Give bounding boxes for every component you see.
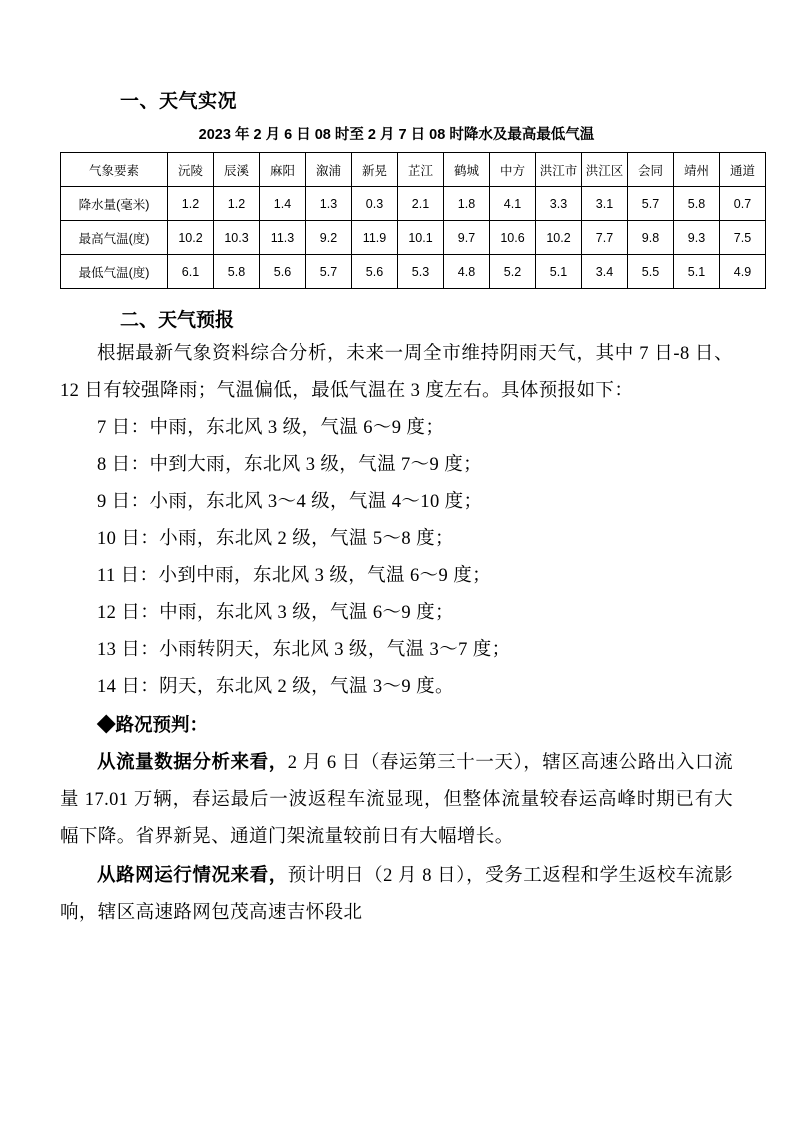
- table-cell: 4.9: [720, 255, 766, 289]
- table-cell: 9.7: [444, 221, 490, 255]
- traffic-volume-paragraph: [60, 743, 733, 856]
- table-cell: 11.3: [260, 221, 306, 255]
- forecast-day-line: 8 日：中到大雨，东北风 3 级，气温 7～9 度；: [97, 455, 483, 475]
- section-heading-weather-actual: 一、天气实况: [120, 91, 238, 112]
- table-cell: 5.5: [628, 255, 674, 289]
- table-cell: 7.5: [720, 221, 766, 255]
- table-cell: 11.9: [352, 221, 398, 255]
- traffic-volume-lead: 从流量数据分析来看，: [97, 751, 288, 772]
- forecast-day-line: 7 日：中雨，东北风 3 级，气温 6～9 度；: [97, 418, 445, 438]
- table-header-cell: 芷江: [398, 153, 444, 187]
- table-cell: 5.7: [306, 255, 352, 289]
- table-cell: 3.1: [582, 187, 628, 221]
- table-cell: 5.8: [674, 187, 720, 221]
- table-cell: 9.2: [306, 221, 352, 255]
- forecast-day-line: 11 日：小到中雨，东北风 3 级，气温 6～9 度；: [97, 566, 491, 586]
- table-cell: 9.3: [674, 221, 720, 255]
- table-cell: 10.2: [536, 221, 582, 255]
- traffic-volume-text: 2 月 6 日（春运第三十一天），辖区高速公路出入口流量 17.01 万辆，春运最后一波返程车流显现，但整体流量较春运高峰时期已有大幅下降。省界新晃、通道门架流量较前日有大幅增长。: [60, 753, 733, 847]
- forecast-day-line: 9 日：小雨，东北风 3～4 级，气温 4～10 度；: [97, 492, 483, 512]
- table-cell: 5.7: [628, 187, 674, 221]
- table-header-cell: 洪江市: [536, 153, 582, 187]
- table-header-cell: 会同: [628, 153, 674, 187]
- table-header-cell: 辰溪: [214, 153, 260, 187]
- table-row: [61, 221, 766, 255]
- table-cell: 5.8: [214, 255, 260, 289]
- table-cell: 4.8: [444, 255, 490, 289]
- forecast-day-line: 13 日：小雨转阴天，东北风 3 级，气温 3～7 度；: [97, 640, 511, 660]
- forecast-intro-paragraph: 根据最新气象资料综合分析，未来一周全市维持阴雨天气，其中 7 日-8 日、12 日有较强降雨；气温偏低，最低气温在 3 度左右。具体预报如下：: [60, 344, 733, 401]
- table-cell: 2.1: [398, 187, 444, 221]
- table-row-header: 最低气温(度): [61, 255, 168, 289]
- table-cell: 6.1: [168, 255, 214, 289]
- table-cell: 3.3: [536, 187, 582, 221]
- table-row: [61, 153, 766, 187]
- table-cell: 10.3: [214, 221, 260, 255]
- forecast-day-line: 14 日：阴天，东北风 2 级，气温 3～9 度。: [97, 677, 454, 697]
- road-network-lead: 从路网运行情况来看，: [97, 864, 288, 885]
- table-cell: 5.1: [536, 255, 582, 289]
- table-row: [61, 187, 766, 221]
- table-row-header: 最高气温(度): [61, 221, 168, 255]
- table-cell: 10.1: [398, 221, 444, 255]
- road-network-paragraph: [60, 856, 733, 932]
- table-cell: 1.2: [168, 187, 214, 221]
- table-header-cell: 气象要素: [61, 153, 168, 187]
- table-cell: 3.4: [582, 255, 628, 289]
- table-cell: 10.2: [168, 221, 214, 255]
- table-cell: 0.3: [352, 187, 398, 221]
- forecast-day-line: 10 日：小雨，东北风 2 级，气温 5～8 度；: [97, 529, 454, 549]
- road-condition-heading: ◆路况预判：: [97, 714, 209, 735]
- table-cell: 1.4: [260, 187, 306, 221]
- table-cell: 5.2: [490, 255, 536, 289]
- table-cell: 5.3: [398, 255, 444, 289]
- table-header-cell: 靖州: [674, 153, 720, 187]
- table-cell: 0.7: [720, 187, 766, 221]
- table-cell: 9.8: [628, 221, 674, 255]
- table-cell: 5.6: [352, 255, 398, 289]
- table-header-cell: 麻阳: [260, 153, 306, 187]
- table-cell: 7.7: [582, 221, 628, 255]
- table-cell: 10.6: [490, 221, 536, 255]
- table-title: 2023 年 2 月 6 日 08 时至 2 月 7 日 08 时降水及最高最低气温: [198, 127, 595, 143]
- table-header-cell: 中方: [490, 153, 536, 187]
- table-row-header: 降水量(毫米): [61, 187, 168, 221]
- table-cell: 5.6: [260, 255, 306, 289]
- table-header-cell: 新晃: [352, 153, 398, 187]
- road-network-text: 预计明日（2 月 8 日），受务工返程和学生返校车流影响，辖区高速路网包茂高速吉怀段北: [60, 866, 733, 923]
- weather-table: [60, 152, 766, 289]
- table-header-cell: 沅陵: [168, 153, 214, 187]
- table-row: [61, 255, 766, 289]
- table-header-cell: 通道: [720, 153, 766, 187]
- table-header-cell: 鹤城: [444, 153, 490, 187]
- table-cell: 1.8: [444, 187, 490, 221]
- forecast-day-line: 12 日：中雨，东北风 3 级，气温 6～9 度；: [97, 603, 454, 623]
- table-header-cell: 洪江区: [582, 153, 628, 187]
- section-heading-weather-forecast: 二、天气预报: [120, 310, 235, 331]
- table-cell: 1.3: [306, 187, 352, 221]
- table-cell: 4.1: [490, 187, 536, 221]
- table-header-cell: 溆浦: [306, 153, 352, 187]
- table-cell: 5.1: [674, 255, 720, 289]
- table-cell: 1.2: [214, 187, 260, 221]
